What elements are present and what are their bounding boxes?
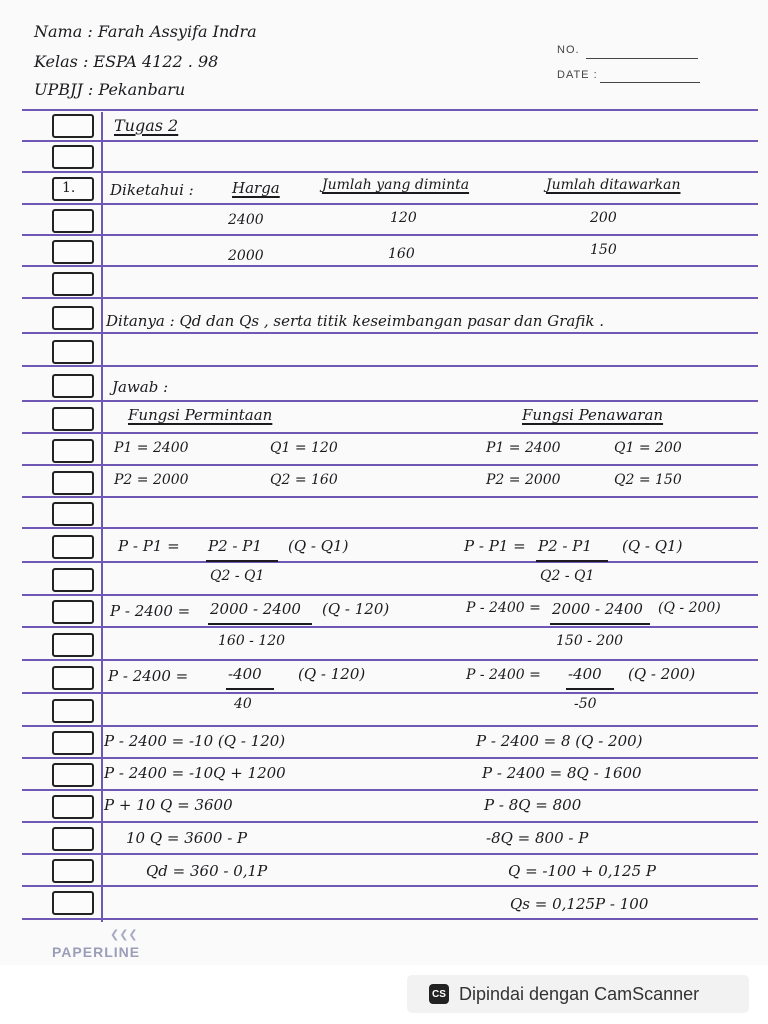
ruled-line	[22, 757, 758, 759]
camscanner-icon: CS	[429, 984, 449, 1004]
supply-s1-num: 2000 - 2400	[552, 600, 643, 618]
demand-s2-q: (Q - 120)	[298, 665, 366, 683]
diketahui-label: Diketahui :	[110, 181, 194, 199]
demand-formula-q: (Q - Q1)	[288, 537, 349, 555]
supply-s1-den: 150 - 200	[556, 633, 624, 649]
date-label: DATE :	[557, 69, 598, 81]
ruled-line	[22, 561, 758, 563]
supply-s1-lhs: P - 2400 =	[466, 600, 541, 616]
demand-s1-den: 160 - 120	[218, 633, 286, 649]
fraction-bar	[536, 560, 608, 562]
fraction-bar	[226, 688, 274, 690]
task-title: Tugas 2	[114, 116, 179, 135]
row-checkbox	[52, 502, 94, 526]
demand-s4: P - 2400 = -10Q + 1200	[104, 764, 286, 782]
supply-s5: P - 8Q = 800	[484, 796, 582, 814]
row-checkbox	[52, 891, 94, 915]
demand-heading: Fungsi Permintaan	[128, 406, 273, 424]
demand-s3: P - 2400 = -10 (Q - 120)	[104, 732, 286, 750]
ruled-line	[22, 109, 758, 111]
supply-s4: P - 2400 = 8Q - 1600	[482, 764, 642, 782]
demand-s2-lhs: P - 2400 =	[108, 667, 189, 685]
row-checkbox	[52, 272, 94, 296]
demand-s1-num: 2000 - 2400	[210, 600, 301, 618]
row-checkbox	[52, 145, 94, 169]
row-checkbox	[52, 859, 94, 883]
supply-s2-den: -50	[574, 696, 597, 712]
row-checkbox	[52, 699, 94, 723]
supply-formula-q: (Q - Q1)	[622, 537, 683, 555]
ruled-line	[22, 171, 758, 173]
supply-result: Qs = 0,125P - 100	[510, 895, 649, 913]
col-harga: Harga	[232, 179, 280, 197]
demand-q2: Q2 = 160	[270, 472, 338, 488]
margin-line	[101, 112, 103, 922]
row-checkbox	[52, 374, 94, 398]
supply-p2: P2 = 2000	[486, 472, 561, 488]
supply-q2: Q2 = 150	[614, 472, 682, 488]
fraction-bar	[206, 560, 278, 562]
row-checkbox	[52, 568, 94, 592]
ruled-line	[22, 821, 758, 823]
col-diminta: Jumlah yang diminta	[322, 177, 470, 193]
ruled-line	[22, 725, 758, 727]
demand-s5: P + 10 Q = 3600	[104, 796, 233, 814]
demand-p1: P1 = 2400	[114, 440, 189, 456]
ruled-line	[22, 203, 758, 205]
demand-q1: Q1 = 120	[270, 440, 338, 456]
student-upbjj: UPBJJ : Pekanbaru	[34, 80, 186, 99]
demand-s1-lhs: P - 2400 =	[110, 602, 191, 620]
col-ditawarkan: Jumlah ditawarkan	[546, 177, 681, 193]
row1-diminta: 120	[390, 210, 417, 226]
row2-ditawarkan: 150	[590, 242, 617, 258]
fraction-bar	[550, 623, 650, 625]
row-checkbox	[52, 535, 94, 559]
row-checkbox	[52, 114, 94, 138]
supply-formula-num: P2 - P1	[538, 537, 592, 555]
supply-s1-q: (Q - 200)	[658, 600, 721, 616]
row-checkbox	[52, 340, 94, 364]
supply-s3: P - 2400 = 8 (Q - 200)	[476, 732, 643, 750]
row-checkbox	[52, 407, 94, 431]
row-checkbox	[52, 240, 94, 264]
ruled-line	[22, 692, 758, 694]
fraction-bar	[208, 623, 312, 625]
demand-formula-den: Q2 - Q1	[210, 568, 265, 584]
row-checkbox	[52, 731, 94, 755]
ruled-line	[22, 332, 758, 334]
ruled-line	[22, 400, 758, 402]
row-checkbox	[52, 471, 94, 495]
fraction-bar	[566, 688, 614, 690]
ruled-line	[22, 365, 758, 367]
supply-p1: P1 = 2400	[486, 440, 561, 456]
no-line	[586, 58, 698, 59]
no-label: NO.	[557, 44, 580, 56]
supply-heading: Fungsi Penawaran	[522, 406, 664, 424]
row1-harga: 2400	[228, 212, 264, 228]
row-checkbox	[52, 763, 94, 787]
ruled-line	[22, 918, 758, 920]
supply-formula-lhs: P - P1 =	[464, 537, 526, 555]
ruled-line	[22, 594, 758, 596]
jawab-label: Jawab :	[112, 378, 169, 396]
supply-q1: Q1 = 200	[614, 440, 682, 456]
row2-diminta: 160	[388, 246, 415, 262]
paperline-logo-icon: ❮❮❮	[110, 928, 138, 941]
row1-ditawarkan: 200	[590, 210, 617, 226]
row-checkbox	[52, 633, 94, 657]
ruled-line	[22, 853, 758, 855]
ruled-line	[22, 297, 758, 299]
date-line	[600, 82, 700, 83]
demand-s2-den: 40	[234, 696, 252, 712]
camscanner-text: Dipindai dengan CamScanner	[459, 983, 700, 1004]
ruled-line	[22, 659, 758, 661]
supply-s2-lhs: P - 2400 =	[466, 667, 541, 683]
row2-harga: 2000	[228, 248, 264, 264]
ruled-line	[22, 496, 758, 498]
demand-formula-num: P2 - P1	[208, 537, 262, 555]
row-checkbox	[52, 795, 94, 819]
task-number: 1.	[62, 180, 76, 196]
demand-formula-lhs: P - P1 =	[118, 537, 180, 555]
ruled-line	[22, 140, 758, 142]
supply-s2-num: -400	[568, 665, 602, 683]
ruled-line	[22, 234, 758, 236]
demand-s6: 10 Q = 3600 - P	[126, 829, 248, 847]
supply-formula-den: Q2 - Q1	[540, 568, 595, 584]
row-checkbox	[52, 439, 94, 463]
demand-s2-num: -400	[228, 665, 262, 683]
demand-s1-q: (Q - 120)	[322, 600, 390, 618]
supply-s7: Q = -100 + 0,125 P	[508, 862, 657, 880]
ditanya-text: Ditanya : Qd dan Qs , serta titik keseimbangan pasar dan Grafik .	[106, 312, 604, 330]
camscanner-badge	[407, 975, 749, 1013]
ruled-line	[22, 464, 758, 466]
row-checkbox	[52, 209, 94, 233]
student-name: Nama : Farah Assyifa Indra	[34, 22, 257, 41]
paperline-brand: PAPERLINE	[52, 944, 141, 960]
ruled-line	[22, 265, 758, 267]
supply-s6: -8Q = 800 - P	[486, 829, 589, 847]
ruled-line	[22, 885, 758, 887]
student-class: Kelas : ESPA 4122 . 98	[34, 52, 219, 71]
ruled-line	[22, 789, 758, 791]
ruled-line	[22, 626, 758, 628]
supply-s2-q: (Q - 200)	[628, 665, 696, 683]
row-checkbox	[52, 600, 94, 624]
row-checkbox	[52, 306, 94, 330]
row-checkbox	[52, 666, 94, 690]
row-checkbox	[52, 827, 94, 851]
ruled-line	[22, 527, 758, 529]
demand-p2: P2 = 2000	[114, 472, 189, 488]
ruled-line	[22, 432, 758, 434]
demand-result: Qd = 360 - 0,1P	[146, 862, 268, 880]
